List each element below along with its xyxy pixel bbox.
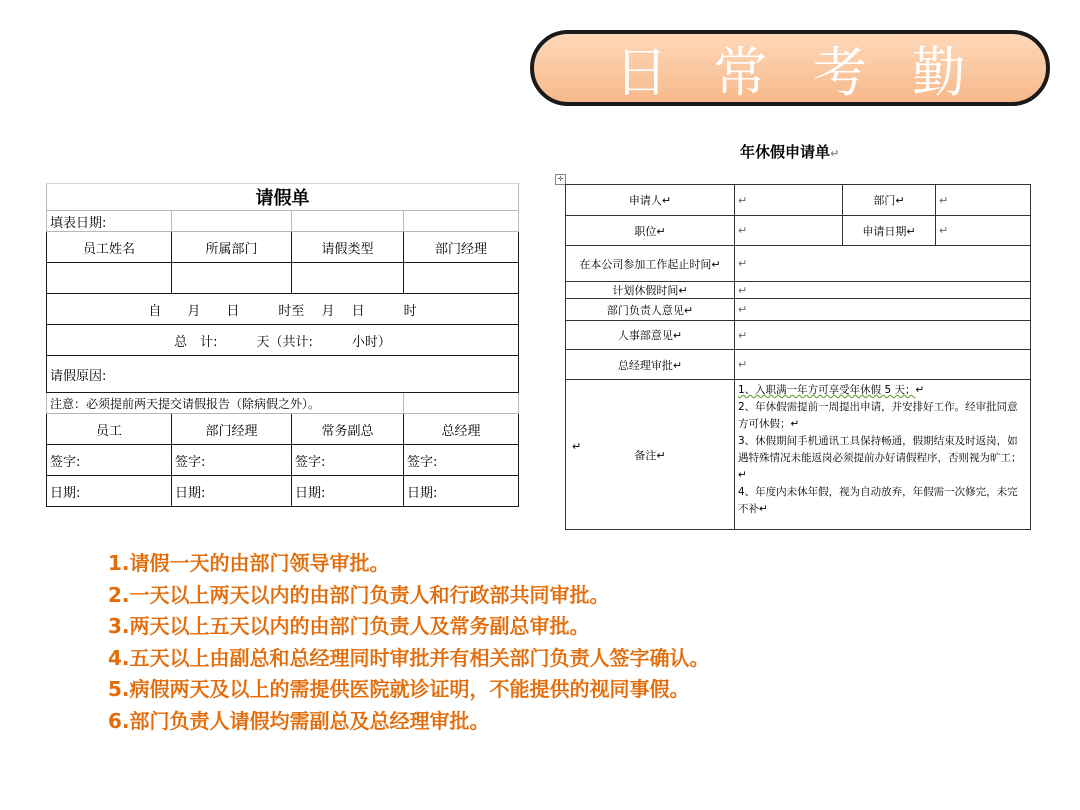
dept-head-opinion-label: 部门负责人意见↵ xyxy=(566,299,735,321)
sign-header-dept-manager: 部门经理 xyxy=(172,414,292,445)
leave-form-title: 请假单 xyxy=(47,184,519,211)
sign-label: 签字: xyxy=(47,445,172,476)
sign-header-gm: 总经理 xyxy=(404,414,519,445)
apply-date-label: 申请日期↵ xyxy=(843,216,936,246)
annual-leave-form: 申请人↵ ↵ 部门↵ ↵ 职位↵ ↵ 申请日期↵ ↵ 在本公司参加工作起止时间↵ ↵ 计划休假时间↵ ↵ 部门负责人意见↵ ↵ 人事部意见↵ ↵ 总经理审批↵ ↵ ↵ 备注↵ 1、入职满一年方可享受年休假 5 天；↵ 2、年休假需提前一周提出申请，并安排好工作。经审批同意方可休假；↵ 3、休假期间手机通讯工具保持畅通，假期结束及时返岗，如遇特殊情况未能返岗必须提前办好请假程序，否则视为旷工；↵ 4、年度内未休年假，视为自动放弃，年假需一次修完，未完不补↵ xyxy=(565,184,1031,530)
date-label: 日期: xyxy=(404,476,519,507)
hr-opinion-label: 人事部意见↵ xyxy=(566,321,735,350)
work-start-label: 在本公司参加工作起止时间↵ xyxy=(566,246,735,282)
date-label: 日期: xyxy=(292,476,404,507)
planned-leave-label: 计划休假时间↵ xyxy=(566,282,735,299)
note-item: 4、年度内未休年假，视为自动放弃，年假需一次修完，未完不补↵ xyxy=(738,486,1018,515)
rule-item: 6.部门负责人请假均需副总及总经理审批。 xyxy=(108,708,490,733)
leave-reason-label: 请假原因: xyxy=(47,356,519,393)
remarks-label: ↵ 备注↵ xyxy=(566,380,735,530)
rule-item: 5.病假两天及以上的需提供医院就诊证明，不能提供的视同事假。 xyxy=(108,677,690,701)
department-label: 部门↵ xyxy=(843,185,936,216)
header-employee-name: 员工姓名 xyxy=(47,232,172,263)
remarks-notes xyxy=(735,380,1031,530)
rule-item: 1.请假一天的由部门领导审批。 xyxy=(108,551,390,575)
leave-total-row: 总 计: 天（共计: 小时） xyxy=(47,325,519,356)
gm-approval-label: 总经理审批↵ xyxy=(566,350,735,380)
sign-label: 签字: xyxy=(292,445,404,476)
date-label: 日期: xyxy=(172,476,292,507)
note-item: 2、年休假需提前一周提出申请，并安排好工作。经审批同意方可休假；↵ xyxy=(738,401,1018,430)
sign-header-vp: 常务副总 xyxy=(292,414,404,445)
note-item: 3、休假期间手机通讯工具保持畅通，假期结束及时返岗，如遇特殊情况未能返岗必须提前办好请假程序，否则视为旷工；↵ xyxy=(738,435,1022,481)
rule-item: 3.两天以上五天以内的由部门负责人及常务副总审批。 xyxy=(108,614,590,638)
header-department: 所属部门 xyxy=(172,232,292,263)
page-title: 日 常 考 勤 xyxy=(614,40,980,104)
header-leave-type: 请假类型 xyxy=(292,232,404,263)
leave-period-row: 自 月 日 时至 月 日 时 xyxy=(47,294,519,325)
table-move-icon: ✛ xyxy=(555,174,566,185)
leave-note: 注意：必须提前两天提交请假报告（除病假之外）。 xyxy=(47,393,404,414)
sign-label: 签字: xyxy=(404,445,519,476)
approval-rules-list xyxy=(108,548,710,737)
sign-label: 签字: xyxy=(172,445,292,476)
rule-item: 2.一天以上两天以内的由部门负责人和行政部共同审批。 xyxy=(108,582,610,607)
leave-request-form xyxy=(46,183,519,507)
note-item: 1、入职满一年方可享受年休假 5 天；↵ xyxy=(738,384,925,396)
date-label: 日期: xyxy=(47,476,172,507)
applicant-label: 申请人↵ xyxy=(566,185,735,216)
title-banner xyxy=(530,30,1050,106)
annual-form-title: 年休假申请单↵ xyxy=(740,143,840,161)
header-dept-manager: 部门经理 xyxy=(404,232,519,263)
rule-item: 4.五天以上由副总和总经理同时审批并有相关部门负责人签字确认。 xyxy=(108,645,710,670)
sign-header-employee: 员工 xyxy=(47,414,172,445)
position-label: 职位↵ xyxy=(566,216,735,246)
fill-date-label: 填表日期: xyxy=(47,211,172,232)
